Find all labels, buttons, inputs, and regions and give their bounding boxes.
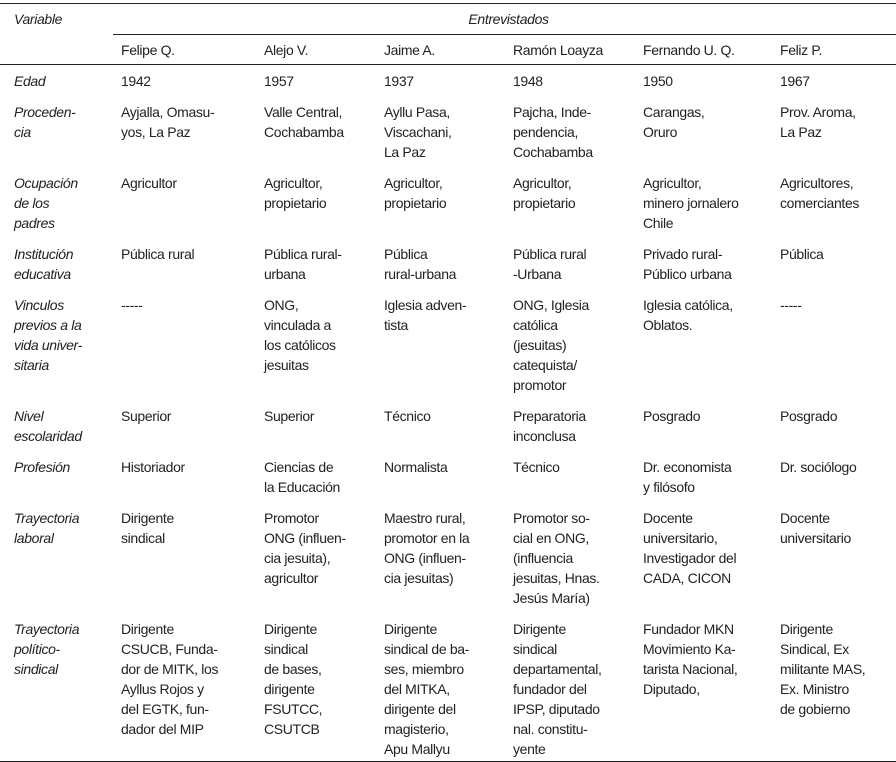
table-cell: Fundador MKN Movimiento Ka- tarista Nacional, Diputado, [635,613,772,762]
table-row [0,613,896,762]
header-spacer [0,35,113,65]
table-cell: Pública [780,246,824,262]
variable-label: Institución educativa [14,246,74,282]
interviewee-name: Alejo V. [256,35,376,65]
table-cell: ----- [121,297,143,313]
table-cell: Iglesia católica, Oblatos. [643,297,733,333]
interviewee-name: Ramón Loayza [505,35,635,65]
table-row [0,400,896,451]
table-cell: Promotor so- cial en ONG, (influencia jesuitas, Hnas. Jesús María) [513,510,600,606]
table-cell: Dirigente CSUCB, Funda- dor de MITK, los Ayllus Rojos y del EGTK, fun- dador del MIP [113,613,256,762]
table-cell: Técnico [384,408,431,424]
table-cell: Docente universitario [780,510,851,546]
entrevistados-header: Entrevistados [113,4,896,35]
variable-label: Edad [14,73,46,89]
table-row [0,167,896,238]
table-cell: 1967 [780,73,810,89]
table-cell: Privado rural- Público urbana [643,246,732,282]
table-cell: Agricultor [121,175,177,191]
table-cell: Dirigente sindical departamental, fundador del IPSP, diputado nal. constitu- yente [505,613,635,762]
table-cell: ONG, Iglesia católica (jesuitas) catequista/ promotor [513,297,589,393]
table-cell: Carangas, Oruro [643,104,705,140]
table-cell: Pajcha, Inde- pendencia, Cochabamba [513,104,593,160]
table-cell: Historiador [121,459,185,475]
table-row [0,96,896,167]
table-cell: Pública rural -Urbana [513,246,587,282]
table-cell: Dirigente sindical [121,510,174,546]
variable-label: Vinculos previos a la vida univer- sitaria [14,297,82,373]
table-row [0,289,896,400]
table-cell: 1937 [384,73,414,89]
table-cell: Preparatoria inconclusa [513,408,586,444]
table-cell: Docente universitario, Investigador del CADA, CICON [643,510,737,586]
table-cell: Pública rural- urbana [264,246,342,282]
interviewee-name: Jaime A. [376,35,505,65]
table-cell: Dirigente Sindical, Ex militante MAS, Ex. Ministro de gobierno [772,613,896,762]
interviewee-name: Feliz P. [772,35,896,65]
header-row [0,4,896,35]
table-cell: Dr. economista y filósofo [643,459,732,495]
table-body [0,65,896,762]
table-cell: Superior [121,408,172,424]
table-cell: Promotor ONG (influen- cia jesuita), agricultor [264,510,346,586]
interviewee-name: Felipe Q. [113,35,256,65]
variable-label: Proceden- cia [14,104,76,140]
table-cell: Pública rural-urbana [384,246,457,282]
interviewees-table [0,3,896,762]
table-cell: 1948 [513,73,543,89]
table-cell: Agricultor, propietario [264,175,327,211]
variable-label: Profesión [14,459,70,475]
table-cell: Dirigente sindical de bases, dirigente FSUTCC, CSUTCB [256,613,376,762]
variable-label: Trayectoria laboral [14,510,80,546]
variable-label: Ocupación de los padres [14,175,78,231]
table-cell: Ayllu Pasa, Viscachani, La Paz [384,104,452,160]
table-cell: Agricultores, comerciantes [780,175,860,211]
table-row [0,502,896,613]
table-cell: Maestro rural, promotor en la ONG (influen- cia jesuitas) [384,510,470,586]
table-cell: Dr. sociólogo [780,459,857,475]
table-cell: Ayjalla, Omasu- yos, La Paz [121,104,215,140]
table-cell: Pública rural [121,246,195,262]
variable-label: Nivel escolaridad [14,408,82,444]
table-cell: Normalista [384,459,448,475]
table-cell: Técnico [513,459,560,475]
table-row [0,451,896,502]
table-cell: Prov. Aroma, La Paz [780,104,856,140]
table-cell: Agricultor, propietario [384,175,447,211]
table-cell: Agricultor, propietario [513,175,576,211]
table-cell: Posgrado [780,408,838,424]
table-cell: Agricultor, minero jornalero Chile [643,175,739,231]
variable-header: Variable [0,4,113,35]
table-cell: 1957 [264,73,294,89]
table-cell: 1942 [121,73,151,89]
table-cell: Dirigente sindical de ba- ses, miembro del MITKA, dirigente del magisterio, Apu Mallyu [376,613,505,762]
table-cell: Iglesia adven- tista [384,297,467,333]
table-cell: ONG, vinculada a los católicos jesuitas [264,297,336,373]
interviewee-name: Fernando U. Q. [635,35,772,65]
table-row [0,238,896,289]
table-cell: Posgrado [643,408,701,424]
names-row [0,35,896,65]
table-cell: Superior [264,408,315,424]
table-cell: ----- [780,297,802,313]
table-cell: Ciencias de la Educación [264,459,340,495]
table-cell: 1950 [643,73,673,89]
table-row [0,65,896,97]
table-cell: Valle Central, Cochabamba [264,104,344,140]
variable-label: Trayectoria político- sindical [0,613,113,762]
